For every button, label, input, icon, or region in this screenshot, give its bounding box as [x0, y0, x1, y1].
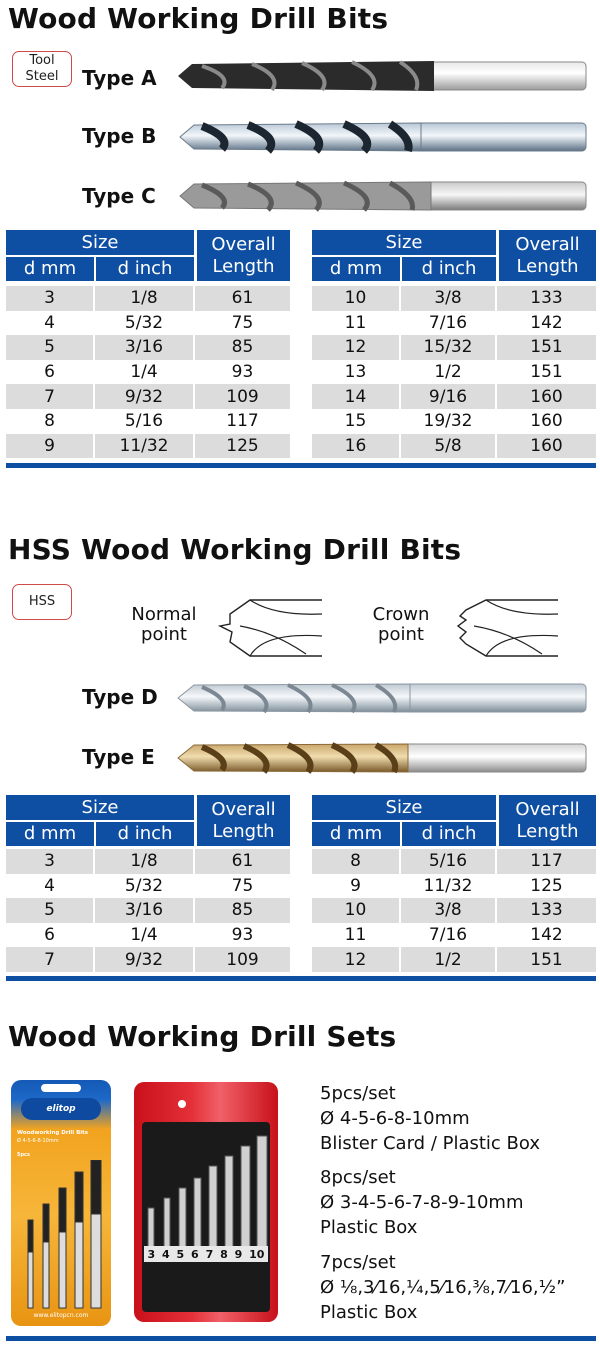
cell-d-inch: 3/16	[94, 898, 194, 923]
header-overall-length: Overall Length	[211, 234, 276, 277]
table-row	[312, 898, 596, 923]
header-d-inch: d inch	[421, 823, 477, 844]
header-d-mm: d mm	[329, 823, 383, 844]
cell-length: 160	[496, 434, 596, 459]
table-header	[312, 795, 596, 846]
table-row	[6, 849, 290, 874]
set-sizes: Ø 4-5-6-8-10mm	[320, 1108, 470, 1129]
cell-d-inch: 5/16	[400, 849, 496, 874]
table-row	[6, 384, 290, 409]
cell-d-inch: 1/2	[400, 947, 496, 972]
table-row	[312, 923, 596, 948]
cell-d-mm: 6	[44, 362, 55, 383]
cell-d-mm: 5	[6, 898, 94, 923]
header-d-inch: d inch	[117, 258, 173, 279]
hss-badge: HSS	[12, 584, 72, 620]
cell-d-inch: 11/32	[94, 434, 194, 459]
cell-length: 61	[194, 286, 290, 311]
cell-length: 151	[496, 335, 596, 360]
cell-d-inch: 3/16	[94, 335, 194, 360]
cell-length: 142	[496, 311, 596, 336]
table-row	[312, 947, 596, 972]
table-row	[312, 434, 596, 459]
box-size-label: 7	[205, 1247, 214, 1261]
cell-d-mm: 3	[6, 849, 94, 874]
set-sizes: Ø ⅛,3⁄16,¼,5⁄16,⅜,7⁄16,½”	[320, 1277, 566, 1298]
header-size: Size	[385, 232, 423, 253]
cell-length: 133	[496, 286, 596, 311]
table-row	[6, 286, 290, 311]
table-row	[312, 311, 596, 336]
table-row	[312, 409, 596, 434]
cell-d-inch: 11/32	[400, 874, 496, 899]
cell-length: 160	[496, 384, 596, 409]
table2-left	[6, 795, 290, 972]
section2-title: HSS Wood Working Drill Bits	[8, 533, 462, 566]
cell-length: 125	[496, 874, 596, 899]
card-drill-bits	[11, 1160, 111, 1310]
blister-card-image	[11, 1080, 111, 1326]
header-d-inch: d inch	[421, 258, 477, 279]
type-c-label: Type C	[82, 184, 156, 208]
box-size-label: 4	[161, 1247, 170, 1261]
table-row	[6, 947, 290, 972]
section3-title: Wood Working Drill Sets	[8, 1020, 397, 1053]
drill-bit-type-e-image	[174, 737, 588, 779]
header-d-inch: d inch	[117, 823, 173, 844]
set-description-1	[320, 1081, 596, 1156]
table-row	[6, 311, 290, 336]
cell-d-mm: 8	[44, 411, 55, 432]
table-row	[6, 335, 290, 360]
cell-d-mm: 13	[344, 362, 367, 383]
cell-d-mm: 3	[6, 286, 94, 311]
cell-d-inch: 1/2	[400, 360, 496, 385]
table-header	[312, 230, 596, 281]
cell-length: 117	[496, 849, 596, 874]
box-drill-bits	[142, 1132, 270, 1262]
section1-title: Wood Working Drill Bits	[8, 2, 389, 35]
crown-point-line1: Crown	[372, 604, 430, 625]
section1-divider	[6, 463, 596, 468]
cell-length: 85	[194, 335, 290, 360]
cell-d-mm: 4	[44, 875, 55, 896]
cell-length: 151	[496, 947, 596, 972]
card-count: 5pcs	[17, 1152, 30, 1158]
cell-d-mm: 14	[312, 384, 400, 409]
cell-length: 109	[194, 384, 290, 409]
crown-point-diagram	[446, 596, 562, 660]
cell-length: 85	[194, 898, 290, 923]
table-row	[312, 384, 596, 409]
table-row	[6, 409, 290, 434]
normal-point-label	[124, 605, 204, 645]
box-size-strip	[144, 1246, 268, 1262]
size-table	[6, 849, 290, 972]
drill-bit-type-b-image	[176, 116, 588, 158]
type-e-label: Type E	[82, 745, 155, 769]
set-count: 5pcs/set	[320, 1083, 396, 1104]
table-row	[312, 849, 596, 874]
cell-length: 142	[496, 923, 596, 948]
set-description-3	[320, 1250, 596, 1325]
card-sizes: Ø 4-5-6-8-10mm	[17, 1138, 59, 1144]
drill-bit-type-a-image	[172, 54, 588, 98]
cell-d-mm: 12	[312, 947, 400, 972]
cell-d-inch: 5/32	[94, 311, 194, 336]
normal-point-line2: point	[141, 624, 187, 645]
cell-d-inch: 5/16	[94, 409, 194, 434]
cell-length: 125	[194, 434, 290, 459]
set-sizes: Ø 3-4-5-6-7-8-9-10mm	[320, 1192, 524, 1213]
table-row	[312, 874, 596, 899]
card-brand: elitop	[21, 1098, 101, 1120]
table-row	[312, 286, 596, 311]
header-d-mm: d mm	[23, 258, 77, 279]
box-size-label: 8	[220, 1247, 228, 1261]
crown-point-line2: point	[378, 624, 424, 645]
cell-d-mm: 5	[6, 335, 94, 360]
drill-bit-type-d-image	[174, 677, 588, 719]
type-d-label: Type D	[82, 685, 158, 709]
box-size-label: 10	[249, 1247, 265, 1261]
set-pack: Plastic Box	[320, 1302, 418, 1323]
header-size: Size	[81, 232, 119, 253]
cell-d-inch: 1/4	[94, 360, 194, 385]
cell-d-inch: 19/32	[400, 409, 496, 434]
cell-d-mm: 9	[6, 434, 94, 459]
table-row	[312, 335, 596, 360]
cell-d-inch: 9/32	[94, 384, 194, 409]
cell-d-mm: 10	[312, 286, 400, 311]
drill-bit-type-c-image	[176, 175, 588, 217]
header-overall-length: Overall Length	[515, 234, 580, 277]
table1-left	[6, 230, 290, 458]
table-row	[6, 923, 290, 948]
cell-d-inch: 5/32	[94, 874, 194, 899]
table1-right	[312, 230, 596, 458]
cell-length: 75	[194, 311, 290, 336]
cell-d-mm: 7	[6, 384, 94, 409]
cell-d-inch: 5/8	[400, 434, 496, 459]
crown-point-label	[364, 605, 438, 645]
header-overall-length: Overall Length	[211, 799, 276, 842]
section3-divider	[6, 1336, 596, 1341]
cell-d-mm: 4	[44, 312, 55, 333]
section2-divider	[6, 976, 596, 981]
cell-length: 61	[194, 849, 290, 874]
cell-length: 109	[194, 947, 290, 972]
badge-line2: Steel	[25, 69, 59, 84]
cell-d-mm: 12	[312, 335, 400, 360]
size-table	[312, 849, 596, 972]
box-size-label: 3	[147, 1247, 156, 1261]
normal-point-diagram	[214, 596, 326, 660]
header-overall-length: Overall Length	[515, 799, 580, 842]
size-table	[312, 286, 596, 458]
card-url: www.elitopcn.com	[33, 1312, 89, 1319]
cell-d-mm: 16	[312, 434, 400, 459]
cell-d-inch: 15/32	[400, 335, 496, 360]
cell-length: 133	[496, 898, 596, 923]
cell-d-mm: 8	[312, 849, 400, 874]
table-row	[6, 898, 290, 923]
cell-d-inch: 7/16	[400, 311, 496, 336]
cell-d-inch: 3/8	[400, 286, 496, 311]
table-header	[6, 795, 290, 846]
table-row	[312, 360, 596, 385]
table-row	[6, 874, 290, 899]
set-count: 7pcs/set	[320, 1252, 396, 1273]
cell-d-mm: 11	[344, 925, 367, 946]
box-size-label: 6	[191, 1247, 199, 1261]
tool-steel-badge	[12, 51, 72, 87]
cell-length: 93	[194, 360, 290, 385]
box-size-label: 5	[176, 1247, 185, 1261]
cell-d-inch: 3/8	[400, 898, 496, 923]
box-size-label: 9	[234, 1247, 243, 1261]
normal-point-line1: Normal	[131, 604, 197, 625]
cell-length: 75	[194, 874, 290, 899]
size-table	[6, 286, 290, 458]
cell-d-inch: 1/8	[94, 286, 194, 311]
cell-length: 93	[194, 923, 290, 948]
plastic-box-image	[134, 1082, 278, 1322]
cell-length: 151	[496, 360, 596, 385]
cell-d-inch: 9/32	[94, 947, 194, 972]
table-row	[6, 360, 290, 385]
cell-d-mm: 15	[344, 411, 367, 432]
table2-right	[312, 795, 596, 972]
header-size: Size	[385, 797, 423, 818]
cell-d-mm: 6	[44, 925, 55, 946]
cell-length: 160	[496, 409, 596, 434]
set-description-2	[320, 1165, 596, 1240]
cell-d-mm: 11	[344, 312, 367, 333]
type-a-label: Type A	[82, 66, 157, 90]
cell-length: 117	[194, 409, 290, 434]
cell-d-inch: 7/16	[400, 923, 496, 948]
header-d-mm: d mm	[23, 823, 77, 844]
cell-d-mm: 9	[350, 875, 361, 896]
badge-line1: Tool	[29, 53, 55, 68]
table-header	[6, 230, 290, 281]
cell-d-inch: 9/16	[400, 384, 496, 409]
cell-d-inch: 1/4	[94, 923, 194, 948]
set-pack: Plastic Box	[320, 1217, 418, 1238]
table-row	[6, 434, 290, 459]
header-d-mm: d mm	[329, 258, 383, 279]
card-product: Woodworking Drill Bits	[17, 1130, 89, 1136]
cell-d-mm: 7	[6, 947, 94, 972]
type-b-label: Type B	[82, 124, 157, 148]
cell-d-mm: 10	[312, 898, 400, 923]
header-size: Size	[81, 797, 119, 818]
set-count: 8pcs/set	[320, 1167, 396, 1188]
cell-d-inch: 1/8	[94, 849, 194, 874]
set-pack: Blister Card / Plastic Box	[320, 1133, 540, 1154]
